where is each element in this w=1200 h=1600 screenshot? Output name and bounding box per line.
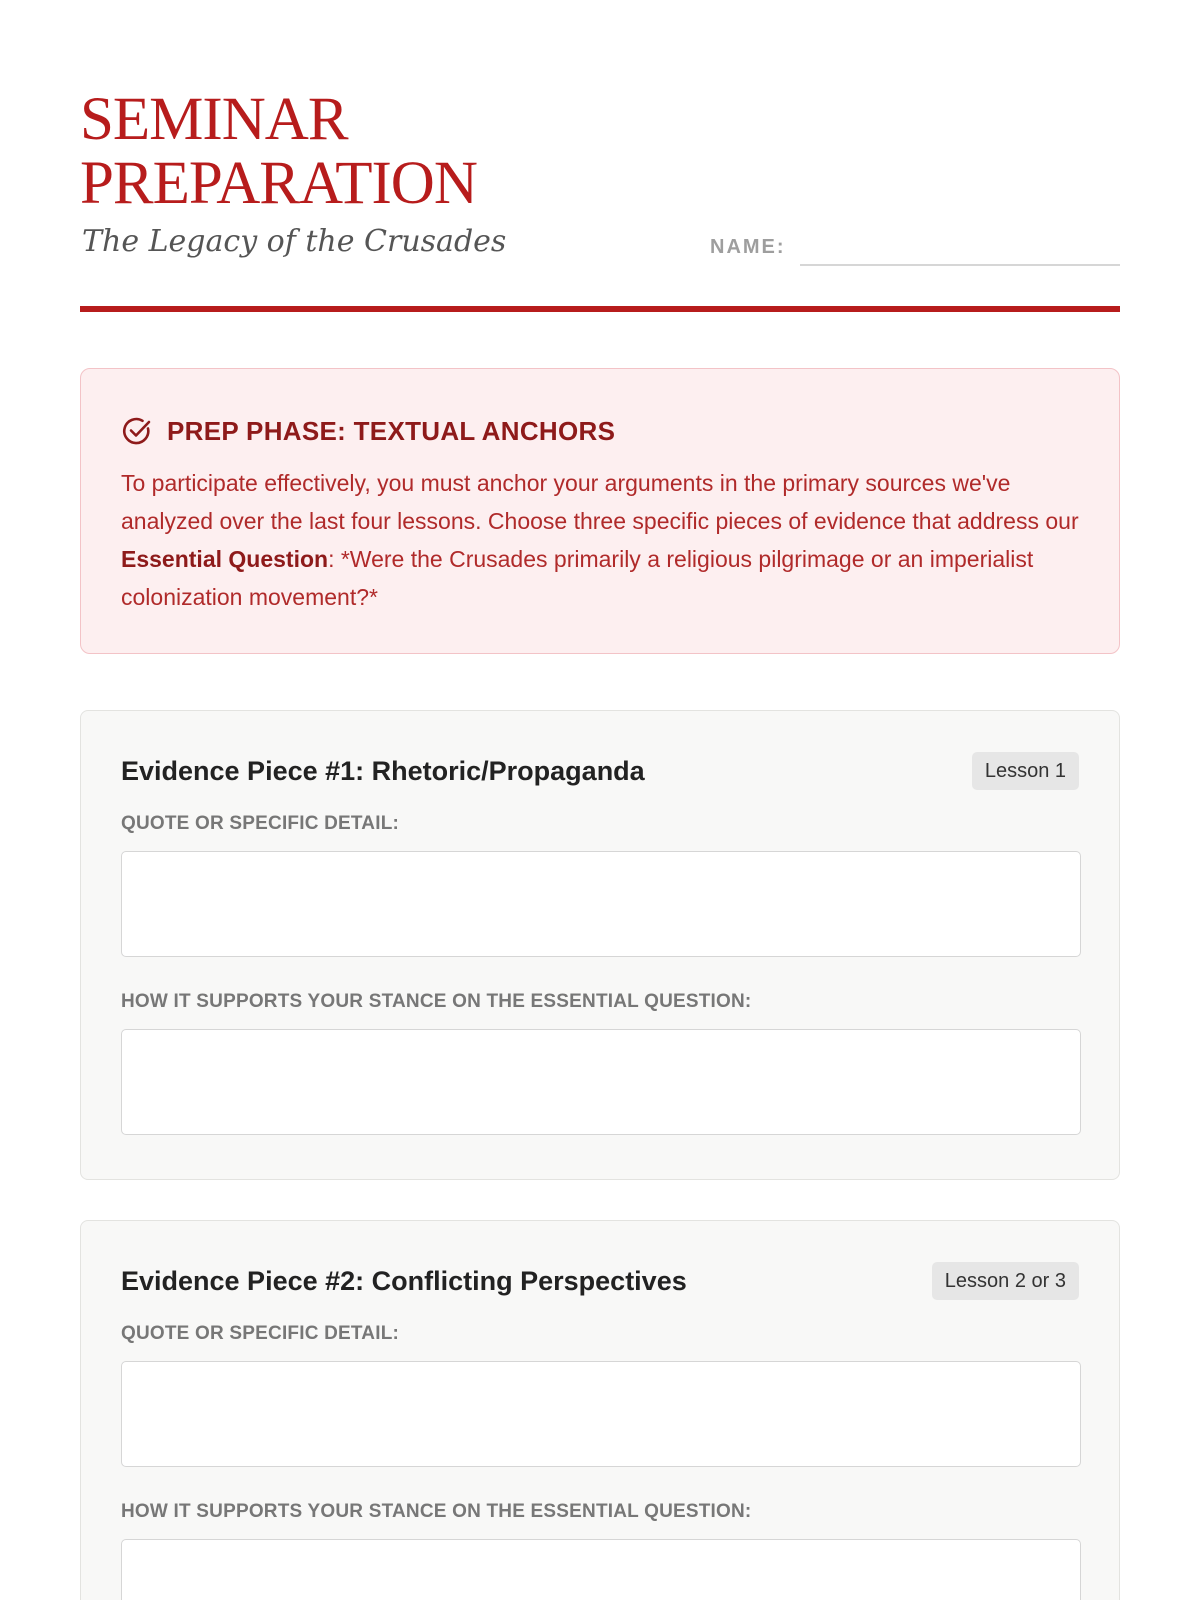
evidence-card-2: [80, 1220, 1120, 1600]
essential-question-label: Essential Question: [121, 546, 329, 572]
quote-label: QUOTE OR SPECIFIC DETAIL:: [121, 1323, 400, 1344]
support-label: HOW IT SUPPORTS YOUR STANCE ON THE ESSENTIAL QUESTION:: [121, 991, 752, 1012]
worksheet-page: [80, 0, 1120, 1522]
name-field[interactable]: [800, 264, 1120, 266]
check-circle-icon: [121, 415, 153, 447]
evidence-card-header: [121, 1261, 1079, 1301]
callout-body: [121, 464, 1081, 616]
quote-input[interactable]: [121, 851, 1081, 957]
evidence-title: Evidence Piece #2: Conflicting Perspectives: [121, 1265, 687, 1296]
evidence-card-1: [80, 710, 1120, 1180]
support-input[interactable]: [121, 1029, 1081, 1135]
lesson-badge: Lesson 2 or 3: [932, 1262, 1079, 1300]
support-input[interactable]: [121, 1539, 1081, 1600]
callout-body-question: : *Were the Crusades primarily a religious pilgrimage or an imperialist colonization movement?*: [121, 546, 1034, 610]
page-subtitle: The Legacy of the Crusades: [82, 224, 507, 259]
header: [80, 0, 1120, 314]
lesson-badge: Lesson 1: [972, 752, 1079, 790]
support-label: HOW IT SUPPORTS YOUR STANCE ON THE ESSENTIAL QUESTION:: [121, 1501, 752, 1522]
callout-body-intro: To participate effectively, you must anchor your arguments in the primary sources we've analyzed over the last four lessons. Choose three specific pieces of evidence that address our: [121, 470, 1079, 534]
evidence-title: Evidence Piece #1: Rhetoric/Propaganda: [121, 755, 645, 786]
callout-header: [121, 414, 1079, 448]
callout-title: PREP PHASE: TEXTUAL ANCHORS: [167, 415, 616, 446]
name-label: NAME:: [710, 236, 786, 258]
evidence-card-header: [121, 751, 1079, 791]
quote-label: QUOTE OR SPECIFIC DETAIL:: [121, 813, 400, 834]
prep-phase-callout: [80, 368, 1120, 654]
page-title: [80, 88, 477, 216]
title-line-1: SEMINAR: [80, 86, 348, 153]
quote-input[interactable]: [121, 1361, 1081, 1467]
header-divider: [80, 306, 1120, 312]
title-line-2: PREPARATION: [80, 150, 477, 217]
